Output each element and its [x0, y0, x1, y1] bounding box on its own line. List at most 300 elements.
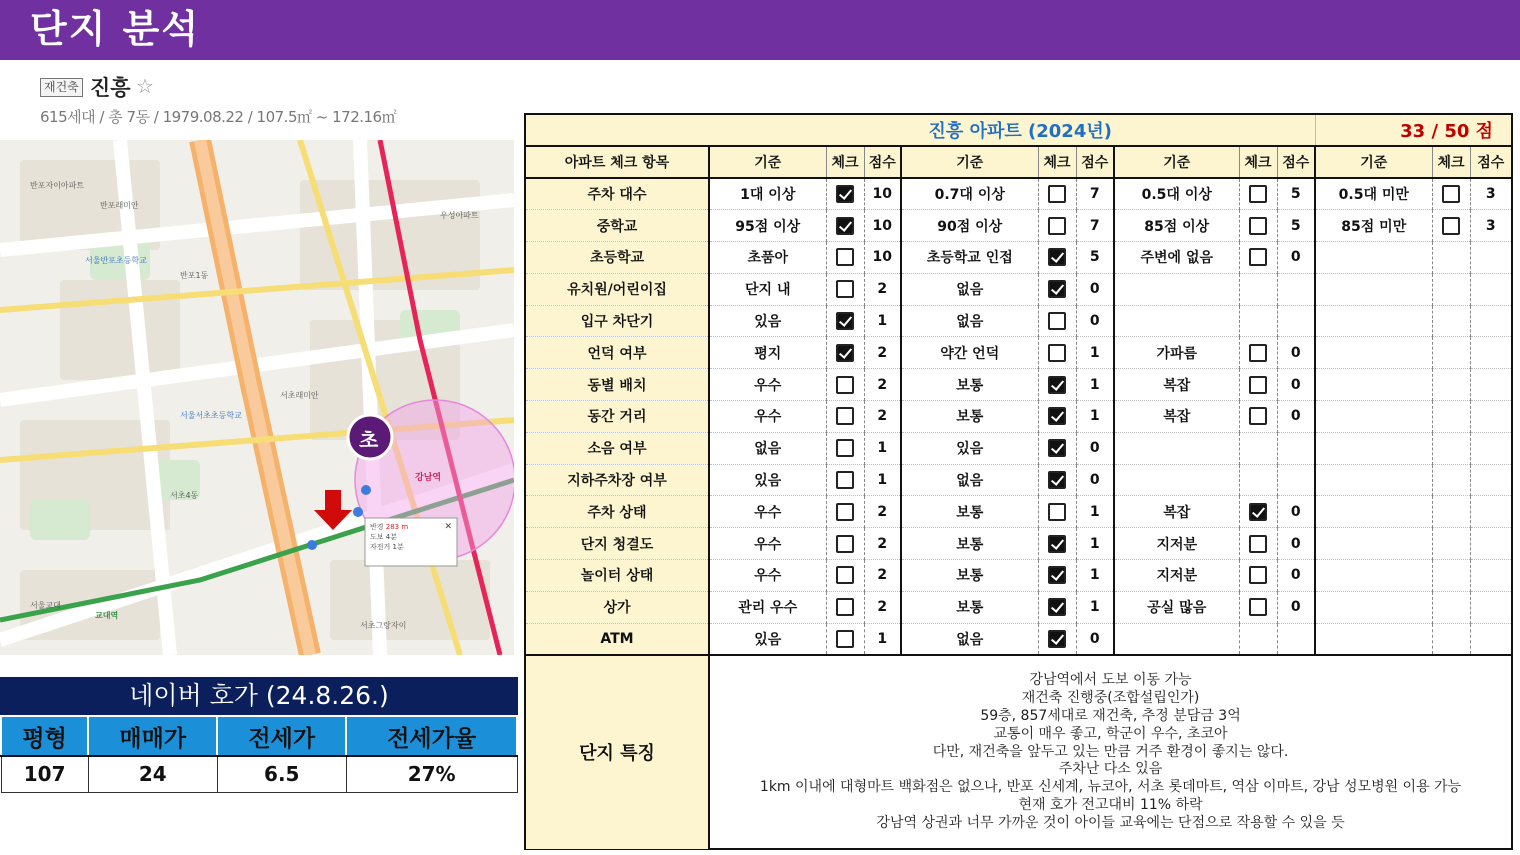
- points-cell: 2: [864, 496, 901, 528]
- checklist-row: [526, 432, 1511, 464]
- feature-line: 교통이 매우 좋고, 학군이 우수, 초코아: [993, 725, 1228, 742]
- empty-cell: [1114, 432, 1239, 464]
- points-cell: 1: [1076, 401, 1114, 433]
- criteria-cell: 보통: [901, 591, 1038, 623]
- criteria-cell: 85점 이상: [1114, 210, 1239, 242]
- checkbox-unchecked[interactable]: [836, 535, 854, 553]
- checkbox-unchecked[interactable]: [836, 280, 854, 298]
- empty-cell: [1432, 337, 1470, 369]
- map-label: 서초그랑자이: [360, 621, 407, 630]
- checkbox-checked[interactable]: [1048, 376, 1066, 394]
- criteria-cell: 있음: [709, 305, 826, 337]
- check-cell: [826, 210, 864, 242]
- check-cell: [826, 528, 864, 560]
- criteria-cell: 0.5대 미만: [1315, 178, 1432, 210]
- feature-line: 강남역 상권과 너무 가까운 것이 아이들 교육에는 단점으로 작용할 수 있을 듯: [876, 814, 1345, 831]
- checklist-item-label: 입구 차단기: [526, 305, 709, 337]
- feature-line: 강남역에서 도보 이동 가능: [1029, 672, 1192, 689]
- checklist-panel: [524, 113, 1513, 850]
- check-cell: [826, 273, 864, 305]
- check-cell: [1239, 178, 1277, 210]
- check-cell: [1239, 369, 1277, 401]
- empty-cell: [1114, 464, 1239, 496]
- checklist-row: [526, 337, 1511, 369]
- checkbox-unchecked[interactable]: [1048, 344, 1066, 362]
- checklist-item-label: ATM: [526, 623, 709, 655]
- criteria-cell: 보통: [901, 496, 1038, 528]
- points-cell: 1: [1076, 369, 1114, 401]
- checklist-title: 진흥 아파트 (2024년): [526, 115, 1315, 146]
- points-header: 점수: [864, 146, 901, 178]
- criteria-cell: 있음: [709, 464, 826, 496]
- points-cell: 3: [1470, 210, 1511, 242]
- empty-cell: [1315, 528, 1432, 560]
- empty-cell: [1277, 464, 1315, 496]
- points-cell: 0: [1277, 560, 1315, 592]
- empty-cell: [1315, 305, 1432, 337]
- checkbox-checked[interactable]: [836, 312, 854, 330]
- feature-line: 1km 이내에 대형마트 백화점은 없으나, 반포 신세계, 뉴코아, 서초 롯데마트, 역삼 이마트, 강남 성모병원 이용 가능: [759, 779, 1462, 796]
- points-cell: 7: [1076, 178, 1114, 210]
- empty-cell: [1432, 305, 1470, 337]
- checklist-item-label: 초등학교: [526, 242, 709, 274]
- criteria-cell: 없음: [901, 305, 1038, 337]
- check-cell: [1432, 210, 1470, 242]
- check-cell: [1038, 337, 1076, 369]
- criteria-cell: 없음: [901, 273, 1038, 305]
- checkbox-unchecked[interactable]: [1249, 566, 1267, 584]
- features-text: [709, 655, 1511, 849]
- criteria-cell: 주변에 없음: [1114, 242, 1239, 274]
- empty-cell: [1432, 623, 1470, 655]
- points-cell: 7: [1076, 210, 1114, 242]
- points-cell: 1: [1076, 591, 1114, 623]
- criteria-cell: 약간 언덕: [901, 337, 1038, 369]
- empty-cell: [1470, 337, 1511, 369]
- check-header: 체크: [826, 146, 864, 178]
- empty-cell: [1432, 560, 1470, 592]
- checklist-row: [526, 369, 1511, 401]
- naver-price-title: 네이버 호가 (24.8.26.): [0, 677, 518, 715]
- empty-cell: [1114, 623, 1239, 655]
- checklist-row: [526, 528, 1511, 560]
- check-cell: [1038, 464, 1076, 496]
- check-cell: [1239, 528, 1277, 560]
- features-row: [526, 655, 1511, 849]
- points-cell: 2: [864, 591, 901, 623]
- check-cell: [1432, 178, 1470, 210]
- points-cell: 0: [1076, 305, 1114, 337]
- naver-cell: 24: [88, 756, 217, 792]
- empty-cell: [1315, 623, 1432, 655]
- points-cell: 10: [864, 210, 901, 242]
- points-header: 점수: [1277, 146, 1315, 178]
- map-label: 서초4동: [170, 491, 199, 500]
- check-cell: [1038, 210, 1076, 242]
- check-cell: [826, 401, 864, 433]
- criteria-cell: 단지 내: [709, 273, 826, 305]
- check-cell: [1239, 337, 1277, 369]
- map-label: 서울반포초등학교: [85, 256, 147, 265]
- points-cell: 1: [864, 464, 901, 496]
- total-score: 33 / 50 점: [1315, 115, 1511, 146]
- checkbox-unchecked[interactable]: [1249, 598, 1267, 616]
- empty-cell: [1315, 337, 1432, 369]
- map-label: 서초래미안: [280, 391, 319, 400]
- feature-line: 다만, 재건축을 앞두고 있는 만큼 거주 환경이 좋지는 않다.: [932, 743, 1289, 760]
- empty-cell: [1470, 623, 1511, 655]
- criteria-cell: 지저분: [1114, 528, 1239, 560]
- criteria-header: 기준: [1315, 146, 1432, 178]
- criteria-cell: 0.7대 이상: [901, 178, 1038, 210]
- checkbox-checked[interactable]: [1048, 598, 1066, 616]
- naver-header: 평형: [1, 716, 88, 756]
- empty-cell: [1470, 369, 1511, 401]
- checklist-row: [526, 305, 1511, 337]
- points-cell: 2: [864, 273, 901, 305]
- checkbox-unchecked[interactable]: [836, 503, 854, 521]
- checkbox-checked[interactable]: [1048, 248, 1066, 266]
- empty-cell: [1432, 496, 1470, 528]
- check-cell: [1239, 591, 1277, 623]
- checkbox-unchecked[interactable]: [1442, 217, 1460, 235]
- criteria-cell: 1대 이상: [709, 178, 826, 210]
- check-cell: [826, 496, 864, 528]
- check-header: 체크: [1038, 146, 1076, 178]
- checkbox-checked[interactable]: [1048, 471, 1066, 489]
- map-label: 반포자이아파트: [30, 181, 85, 190]
- check-cell: [1038, 369, 1076, 401]
- criteria-header: 기준: [901, 146, 1038, 178]
- checkbox-unchecked[interactable]: [1048, 217, 1066, 235]
- points-cell: 2: [864, 337, 901, 369]
- check-cell: [826, 369, 864, 401]
- check-cell: [1038, 242, 1076, 274]
- points-cell: 5: [1277, 210, 1315, 242]
- checkbox-unchecked[interactable]: [1249, 217, 1267, 235]
- criteria-cell: 복잡: [1114, 496, 1239, 528]
- criteria-cell: 0.5대 이상: [1114, 178, 1239, 210]
- criteria-cell: 보통: [901, 369, 1038, 401]
- checklist-table: [526, 115, 1511, 849]
- checklist-item-label: 소음 여부: [526, 432, 709, 464]
- empty-cell: [1470, 496, 1511, 528]
- check-cell: [826, 178, 864, 210]
- feature-line: 재건축 진행중(조합설립인가): [1021, 690, 1200, 707]
- empty-cell: [1239, 305, 1277, 337]
- check-cell: [826, 432, 864, 464]
- points-cell: 0: [1076, 464, 1114, 496]
- feature-line: 59층, 857세대로 재건축, 추정 분담금 3억: [980, 707, 1241, 724]
- check-cell: [826, 337, 864, 369]
- naver-header: 매매가: [88, 716, 217, 756]
- map-label: 반포1동: [180, 271, 209, 280]
- check-cell: [1038, 496, 1076, 528]
- empty-cell: [1470, 273, 1511, 305]
- item-header: 아파트 체크 항목: [526, 146, 709, 178]
- checklist-row: [526, 560, 1511, 592]
- criteria-cell: 보통: [901, 401, 1038, 433]
- criteria-cell: 관리 우수: [709, 591, 826, 623]
- criteria-cell: 평지: [709, 337, 826, 369]
- checkbox-unchecked[interactable]: [836, 248, 854, 266]
- criteria-cell: 보통: [901, 528, 1038, 560]
- checklist-row: [526, 496, 1511, 528]
- checklist-row: [526, 401, 1511, 433]
- check-cell: [1038, 273, 1076, 305]
- criteria-cell: 우수: [709, 496, 826, 528]
- empty-cell: [1239, 623, 1277, 655]
- empty-cell: [1277, 273, 1315, 305]
- checklist-row: [526, 178, 1511, 210]
- check-header: 체크: [1239, 146, 1277, 178]
- checkbox-unchecked[interactable]: [1249, 185, 1267, 203]
- checklist-item-label: 동간 거리: [526, 401, 709, 433]
- map-label: 강남역: [415, 473, 442, 483]
- checklist-item-label: 단지 청결도: [526, 528, 709, 560]
- points-cell: 2: [864, 560, 901, 592]
- map-label: 교대역: [95, 611, 119, 620]
- checkbox-unchecked[interactable]: [836, 376, 854, 394]
- criteria-cell: 없음: [709, 432, 826, 464]
- points-cell: 0: [1277, 242, 1315, 274]
- checkbox-checked[interactable]: [836, 185, 854, 203]
- map-label: 서울서초초등학교: [180, 411, 242, 420]
- empty-cell: [1277, 432, 1315, 464]
- points-cell: 0: [1277, 401, 1315, 433]
- feature-line: 주차난 다소 있음: [1058, 761, 1163, 778]
- empty-cell: [1315, 432, 1432, 464]
- points-cell: 2: [864, 528, 901, 560]
- empty-cell: [1315, 242, 1432, 274]
- rebuild-tag: 재건축: [40, 78, 83, 97]
- checkbox-unchecked[interactable]: [1249, 344, 1267, 362]
- points-cell: 1: [1076, 560, 1114, 592]
- checkbox-unchecked[interactable]: [836, 630, 854, 648]
- points-cell: 1: [1076, 496, 1114, 528]
- checkbox-checked[interactable]: [836, 217, 854, 235]
- criteria-cell: 없음: [901, 623, 1038, 655]
- empty-cell: [1114, 273, 1239, 305]
- points-cell: 5: [1277, 178, 1315, 210]
- checkbox-unchecked[interactable]: [1048, 503, 1066, 521]
- naver-header: 전세가율: [346, 716, 517, 756]
- checkbox-unchecked[interactable]: [836, 407, 854, 425]
- checklist-item-label: 유치원/어린이집: [526, 273, 709, 305]
- check-cell: [1038, 623, 1076, 655]
- check-cell: [1038, 432, 1076, 464]
- checklist-item-label: 지하주차장 여부: [526, 464, 709, 496]
- empty-cell: [1114, 305, 1239, 337]
- empty-cell: [1239, 464, 1277, 496]
- checkbox-unchecked[interactable]: [1249, 376, 1267, 394]
- checkbox-checked[interactable]: [1048, 535, 1066, 553]
- check-cell: [1038, 178, 1076, 210]
- points-cell: 5: [1076, 242, 1114, 274]
- check-cell: [1239, 560, 1277, 592]
- checkbox-unchecked[interactable]: [1442, 185, 1460, 203]
- checkbox-unchecked[interactable]: [1249, 535, 1267, 553]
- checkbox-checked[interactable]: [1048, 407, 1066, 425]
- check-cell: [826, 591, 864, 623]
- points-cell: 1: [864, 305, 901, 337]
- criteria-header: 기준: [709, 146, 826, 178]
- empty-cell: [1432, 464, 1470, 496]
- page-title: 단지 분석: [30, 7, 201, 51]
- checkbox-unchecked[interactable]: [836, 471, 854, 489]
- empty-cell: [1277, 305, 1315, 337]
- checkbox-unchecked[interactable]: [1048, 185, 1066, 203]
- map-view[interactable]: [0, 140, 514, 655]
- checkbox-unchecked[interactable]: [836, 598, 854, 616]
- check-cell: [1038, 591, 1076, 623]
- criteria-cell: 우수: [709, 528, 826, 560]
- empty-cell: [1470, 432, 1511, 464]
- empty-cell: [1239, 273, 1277, 305]
- check-cell: [1038, 305, 1076, 337]
- naver-cell: 27%: [346, 756, 517, 792]
- checkbox-checked[interactable]: [1048, 439, 1066, 457]
- naver-cell: 6.5: [217, 756, 346, 792]
- criteria-cell: 가파름: [1114, 337, 1239, 369]
- empty-cell: [1315, 369, 1432, 401]
- criteria-cell: 95점 이상: [709, 210, 826, 242]
- empty-cell: [1432, 273, 1470, 305]
- points-cell: 1: [1076, 337, 1114, 369]
- empty-cell: [1470, 305, 1511, 337]
- points-cell: 0: [1277, 369, 1315, 401]
- empty-cell: [1432, 432, 1470, 464]
- checklist-item-label: 상가: [526, 591, 709, 623]
- points-header: 점수: [1470, 146, 1511, 178]
- criteria-cell: 90점 이상: [901, 210, 1038, 242]
- header-bar: [0, 0, 1520, 60]
- complex-name: 진흥: [90, 76, 131, 100]
- features-label: 단지 특징: [526, 655, 709, 849]
- empty-cell: [1315, 496, 1432, 528]
- check-header: 체크: [1432, 146, 1470, 178]
- points-cell: 1: [1076, 528, 1114, 560]
- checkbox-checked[interactable]: [836, 344, 854, 362]
- checklist-item-label: 주차 상태: [526, 496, 709, 528]
- check-cell: [826, 305, 864, 337]
- empty-cell: [1277, 623, 1315, 655]
- distance-popup: 반경 283 m 도보 4분 자전거 1분 ✕: [370, 522, 452, 551]
- criteria-cell: 지저분: [1114, 560, 1239, 592]
- check-cell: [1239, 401, 1277, 433]
- empty-cell: [1315, 401, 1432, 433]
- empty-cell: [1315, 464, 1432, 496]
- checklist-item-label: 동별 배치: [526, 369, 709, 401]
- checkbox-unchecked[interactable]: [836, 566, 854, 584]
- checklist-row: [526, 623, 1511, 655]
- empty-cell: [1470, 401, 1511, 433]
- checkbox-checked[interactable]: [1249, 503, 1267, 521]
- points-cell: 0: [1277, 337, 1315, 369]
- school-marker[interactable]: 초: [359, 428, 379, 452]
- naver-cell: 107: [1, 756, 88, 792]
- empty-cell: [1432, 369, 1470, 401]
- empty-cell: [1432, 528, 1470, 560]
- points-cell: 10: [864, 242, 901, 274]
- empty-cell: [1470, 528, 1511, 560]
- check-cell: [1038, 401, 1076, 433]
- checklist-item-label: 언덕 여부: [526, 337, 709, 369]
- empty-cell: [1470, 242, 1511, 274]
- checkbox-unchecked[interactable]: [1249, 407, 1267, 425]
- checklist-item-label: 중학교: [526, 210, 709, 242]
- naver-price-table: [0, 715, 518, 793]
- checklist-row: [526, 591, 1511, 623]
- empty-cell: [1432, 242, 1470, 274]
- empty-cell: [1470, 464, 1511, 496]
- naver-header: 전세가: [217, 716, 346, 756]
- empty-cell: [1315, 560, 1432, 592]
- checklist-item-label: 주차 대수: [526, 178, 709, 210]
- empty-cell: [1239, 432, 1277, 464]
- checklist-item-label: 놀이터 상태: [526, 560, 709, 592]
- favorite-star-icon[interactable]: ☆: [136, 74, 154, 98]
- points-cell: 0: [1076, 273, 1114, 305]
- criteria-cell: 있음: [709, 623, 826, 655]
- criteria-cell: 초등학교 인접: [901, 242, 1038, 274]
- close-icon[interactable]: ✕: [444, 522, 452, 532]
- check-cell: [1239, 242, 1277, 274]
- checkbox-checked[interactable]: [1048, 280, 1066, 298]
- map-label: 우성아파트: [440, 211, 479, 220]
- criteria-cell: 우수: [709, 401, 826, 433]
- map-label: 서울교대: [30, 601, 61, 610]
- checklist-row: [526, 464, 1511, 496]
- checkbox-unchecked[interactable]: [836, 439, 854, 457]
- check-cell: [1038, 560, 1076, 592]
- check-cell: [826, 464, 864, 496]
- points-cell: 0: [1076, 623, 1114, 655]
- criteria-cell: 복잡: [1114, 401, 1239, 433]
- empty-cell: [1470, 560, 1511, 592]
- check-cell: [1239, 496, 1277, 528]
- points-cell: 0: [1277, 496, 1315, 528]
- criteria-cell: 85점 미만: [1315, 210, 1432, 242]
- points-cell: 0: [1076, 432, 1114, 464]
- checkbox-unchecked[interactable]: [1249, 248, 1267, 266]
- complex-info: 615세대 / 총 7동 / 1979.08.22 / 107.5㎡ ~ 172.16㎡: [40, 108, 397, 126]
- empty-cell: [1315, 273, 1432, 305]
- checklist-row: [526, 273, 1511, 305]
- points-cell: 1: [864, 623, 901, 655]
- check-cell: [826, 242, 864, 274]
- criteria-cell: 우수: [709, 369, 826, 401]
- criteria-cell: 공실 많음: [1114, 591, 1239, 623]
- check-cell: [1038, 528, 1076, 560]
- criteria-cell: 보통: [901, 560, 1038, 592]
- checkbox-unchecked[interactable]: [1048, 312, 1066, 330]
- checkbox-checked[interactable]: [1048, 630, 1066, 648]
- check-cell: [826, 623, 864, 655]
- points-cell: 10: [864, 178, 901, 210]
- criteria-cell: 있음: [901, 432, 1038, 464]
- points-cell: 0: [1277, 591, 1315, 623]
- empty-cell: [1315, 591, 1432, 623]
- points-cell: 2: [864, 369, 901, 401]
- check-cell: [826, 560, 864, 592]
- criteria-cell: 없음: [901, 464, 1038, 496]
- checkbox-checked[interactable]: [1048, 566, 1066, 584]
- empty-cell: [1432, 591, 1470, 623]
- feature-line: 현재 호가 전고대비 11% 하락: [1018, 796, 1203, 813]
- points-cell: 0: [1277, 528, 1315, 560]
- map-label: 반포래미안: [100, 201, 139, 210]
